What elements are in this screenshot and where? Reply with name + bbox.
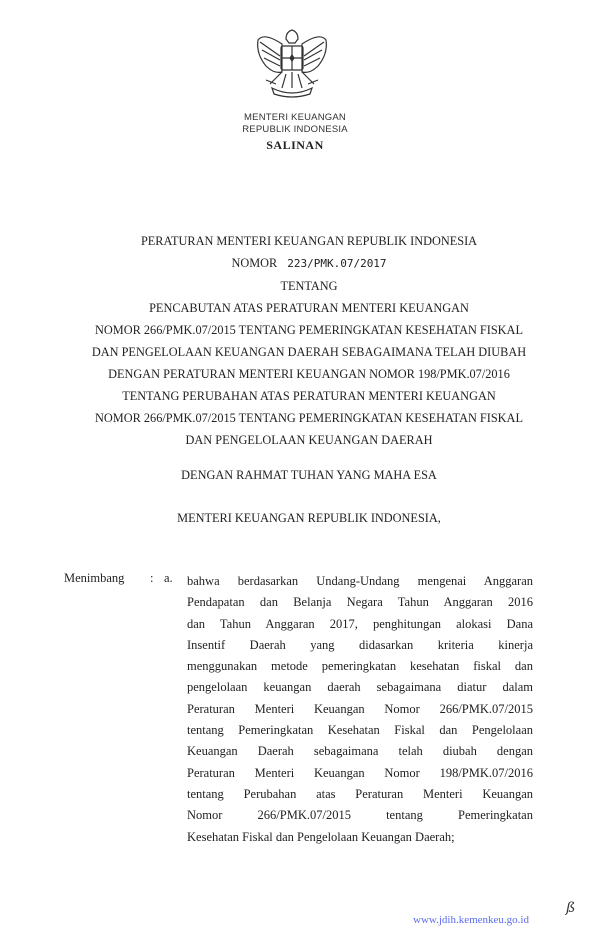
- body-line: menggunakan metode pemeringkatan kesehatan fiskal dan: [187, 659, 533, 674]
- body-line: Keuangan Daerah sebagaimana telah diubah dengan: [187, 744, 533, 759]
- body-line: bahwa berdasarkan Undang-Undang mengenai Anggaran: [187, 574, 533, 588]
- body-line: Nomor 266/PMK.07/2015 tentang Pemeringkatan: [187, 808, 533, 823]
- considering-label: Menimbang: [64, 571, 125, 585]
- subject-line: NOMOR 266/PMK.07/2015 TENTANG PEMERINGKATAN KESEHATAN FISKAL: [95, 411, 523, 425]
- subject-line: DAN PENGELOLAAN KEUANGAN DAERAH: [185, 433, 433, 447]
- garuda-emblem-icon: [252, 22, 332, 104]
- initial-mark: ß: [566, 900, 576, 916]
- copy-mark: SALINAN: [266, 138, 324, 152]
- subject-line: DAN PENGELOLAAN KEUANGAN DAERAH SEBAGAIMANA TELAH DIUBAH: [91, 345, 527, 359]
- authority: MENTERI KEUANGAN REPUBLIK INDONESIA,: [177, 511, 441, 525]
- footer-url-link[interactable]: www.jdih.kemenkeu.go.id: [413, 914, 529, 926]
- regulation-heading: [40, 230, 578, 451]
- body-line: Peraturan Menteri Keuangan Nomor 198/PMK.07/2016: [187, 765, 533, 780]
- subject-line: NOMOR 266/PMK.07/2015 TENTANG PEMERINGKATAN KESEHATAN FISKAL: [95, 323, 523, 337]
- institution-line-1: MENTERI KEUANGAN: [244, 112, 346, 123]
- body-line: pengelolaan keuangan daerah sebagaimana diatur dalam: [187, 680, 533, 695]
- nomor-value: 223/PMK.07/2017: [287, 257, 387, 270]
- body-line: tentang Pemeringkatan Kesehatan Fiskal dan Pengelolaan: [187, 723, 533, 738]
- item-letter: a.: [164, 571, 173, 585]
- subject-line: DENGAN PERATURAN MENTERI KEUANGAN NOMOR 198/PMK.07/2016: [108, 367, 510, 381]
- body-line: Kesehatan Fiskal dan Pengelolaan Keuangan Daerah;: [187, 829, 455, 844]
- nomor-label: NOMOR: [231, 256, 278, 270]
- regulation-number: [40, 252, 578, 275]
- institution-line-2: REPUBLIK INDONESIA: [242, 124, 348, 135]
- body-line: Peraturan Menteri Keuangan Nomor 266/PMK.07/2015: [187, 701, 533, 716]
- invocation: DENGAN RAHMAT TUHAN YANG MAHA ESA: [181, 468, 437, 482]
- considering-item-a: [187, 571, 533, 848]
- tentang-label: TENTANG: [280, 279, 338, 293]
- regulation-title: PERATURAN MENTERI KEUANGAN REPUBLIK INDONESIA: [140, 234, 478, 248]
- subject-line: PENCABUTAN ATAS PERATURAN MENTERI KEUANGAN: [149, 301, 469, 315]
- subject-line: TENTANG PERUBAHAN ATAS PERATURAN MENTERI KEUANGAN: [122, 389, 496, 403]
- considering-colon: :: [150, 571, 154, 585]
- body-line: dan Tahun Anggaran 2017, penghitungan alokasi Dana: [187, 616, 533, 631]
- body-line: Insentif Daerah yang didasarkan kriteria kinerja: [187, 637, 533, 652]
- body-line: tentang Perubahan atas Peraturan Menteri Keuangan: [187, 786, 533, 801]
- body-line: Pendapatan dan Belanja Negara Tahun Anggaran 2016: [187, 595, 533, 610]
